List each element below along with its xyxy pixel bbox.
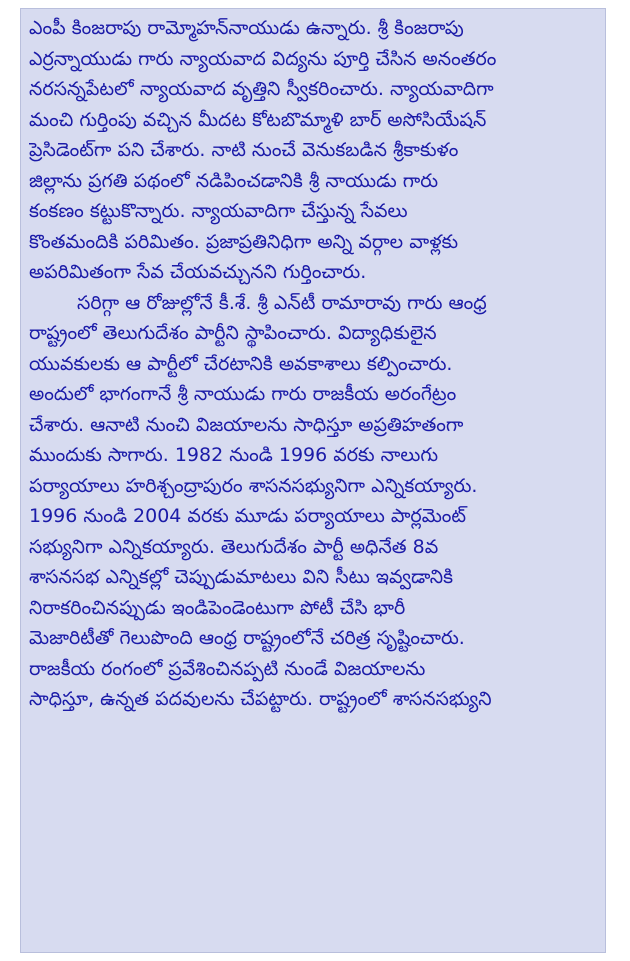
text-line: 1996 నుండి 2004 వరకు మూడు పర్యాయాలు పార్లమెంట్: [29, 505, 467, 527]
paragraph-start-line: సరిగ్గా ఆ రోజుల్లోనే కీ.శే. శ్రీ ఎన్‌టీ రామారావు గారు ఆంధ్ర: [77, 291, 487, 314]
text-line: ఎర్రన్నాయుడు గారు న్యాయవాద విద్యను పూర్తి చేసిన అనంతరం: [29, 47, 497, 70]
text-line: యువకులకు ఆ పార్టీలో చేరటానికి అవకాశాలు కల్పించారు.: [29, 352, 453, 375]
text-line: రాజకీయ రంగంలో ప్రవేశించినప్పటి నుండే విజయాలను: [29, 657, 426, 680]
text-line: చేశారు. ఆనాటి నుంచి విజయాలను సాధిస్తూ అప్రతిహతంగా: [29, 413, 464, 436]
text-line: ఎంపీ కింజరాపు రామ్మోహన్‌నాయుడు ఉన్నారు. శ్రీ కింజరాపు: [29, 17, 464, 39]
text-line: పర్యాయాలు హరిశ్చంద్రాపురం శాసనసభ్యునిగా ఎన్నికయ్యారు.: [29, 474, 478, 497]
text-line: నరసన్నపేటలో న్యాయవాద వృత్తిని స్వీకరించారు. న్యాయవాదిగా: [29, 78, 494, 100]
text-line: మెజారిటీతో గెలుపొంది ఆంధ్ర రాష్ట్రంలోనే చరిత్ర సృష్టించారు.: [29, 627, 465, 649]
text-line: అపరిమితంగా సేవ చేయవచ్చునని గుర్తించారు.: [29, 261, 367, 283]
text-line: సభ్యునిగా ఎన్నికయ్యారు. తెలుగుదేశం పార్టీ అధినేత 8వ: [29, 535, 439, 558]
text-line: ప్రెసిడెంట్‌గా పని చేశారు. నాటి నుంచే వెనుకబడిన శ్రీకాకుళం: [29, 139, 459, 161]
text-line: మంచి గుర్తింపు వచ్చిన మీదట కోటబొమ్మాళి బార్ అసోసియేషన్: [29, 108, 487, 131]
text-line: ముందుకు సాగారు. 1982 నుండి 1996 వరకు నాలుగు: [29, 444, 439, 466]
text-line: శాసనసభ ఎన్నికల్లో చెప్పుడుమాటలు విని సీటు ఇవ్వడానికి: [29, 566, 454, 588]
text-line: కంకణం కట్టుకొన్నారు. న్యాయవాదిగా చేస్తున్న సేవలు: [29, 200, 408, 222]
text-line: రాష్ట్రంలో తెలుగుదేశం పార్టీని స్థాపించారు. విద్యాధికులైన: [29, 322, 437, 344]
text-line: నిరాకరించినప్పుడు ఇండిపెండెంటుగా పోటీ చేసి భారీ: [29, 596, 406, 619]
text-line: జిల్లాను ప్రగతి పథంలో నడిపించడానికి శ్రీ నాయుడు గారు: [29, 169, 439, 192]
text-line: సాధిస్తూ, ఉన్నత పదవులను చేపట్టారు. రాష్ట్రంలో శాసనసభ్యుని: [29, 688, 492, 710]
text-line: కొంతమందికి పరిమితం. ప్రజాప్రతినిధిగా అన్ని వర్గాల వాళ్లకు: [29, 230, 459, 253]
document-page: [20, 8, 606, 953]
body-text: [29, 13, 601, 715]
text-line: అందులో భాగంగానే శ్రీ నాయుడు గారు రాజకీయ అరంగేట్రం: [29, 383, 457, 405]
